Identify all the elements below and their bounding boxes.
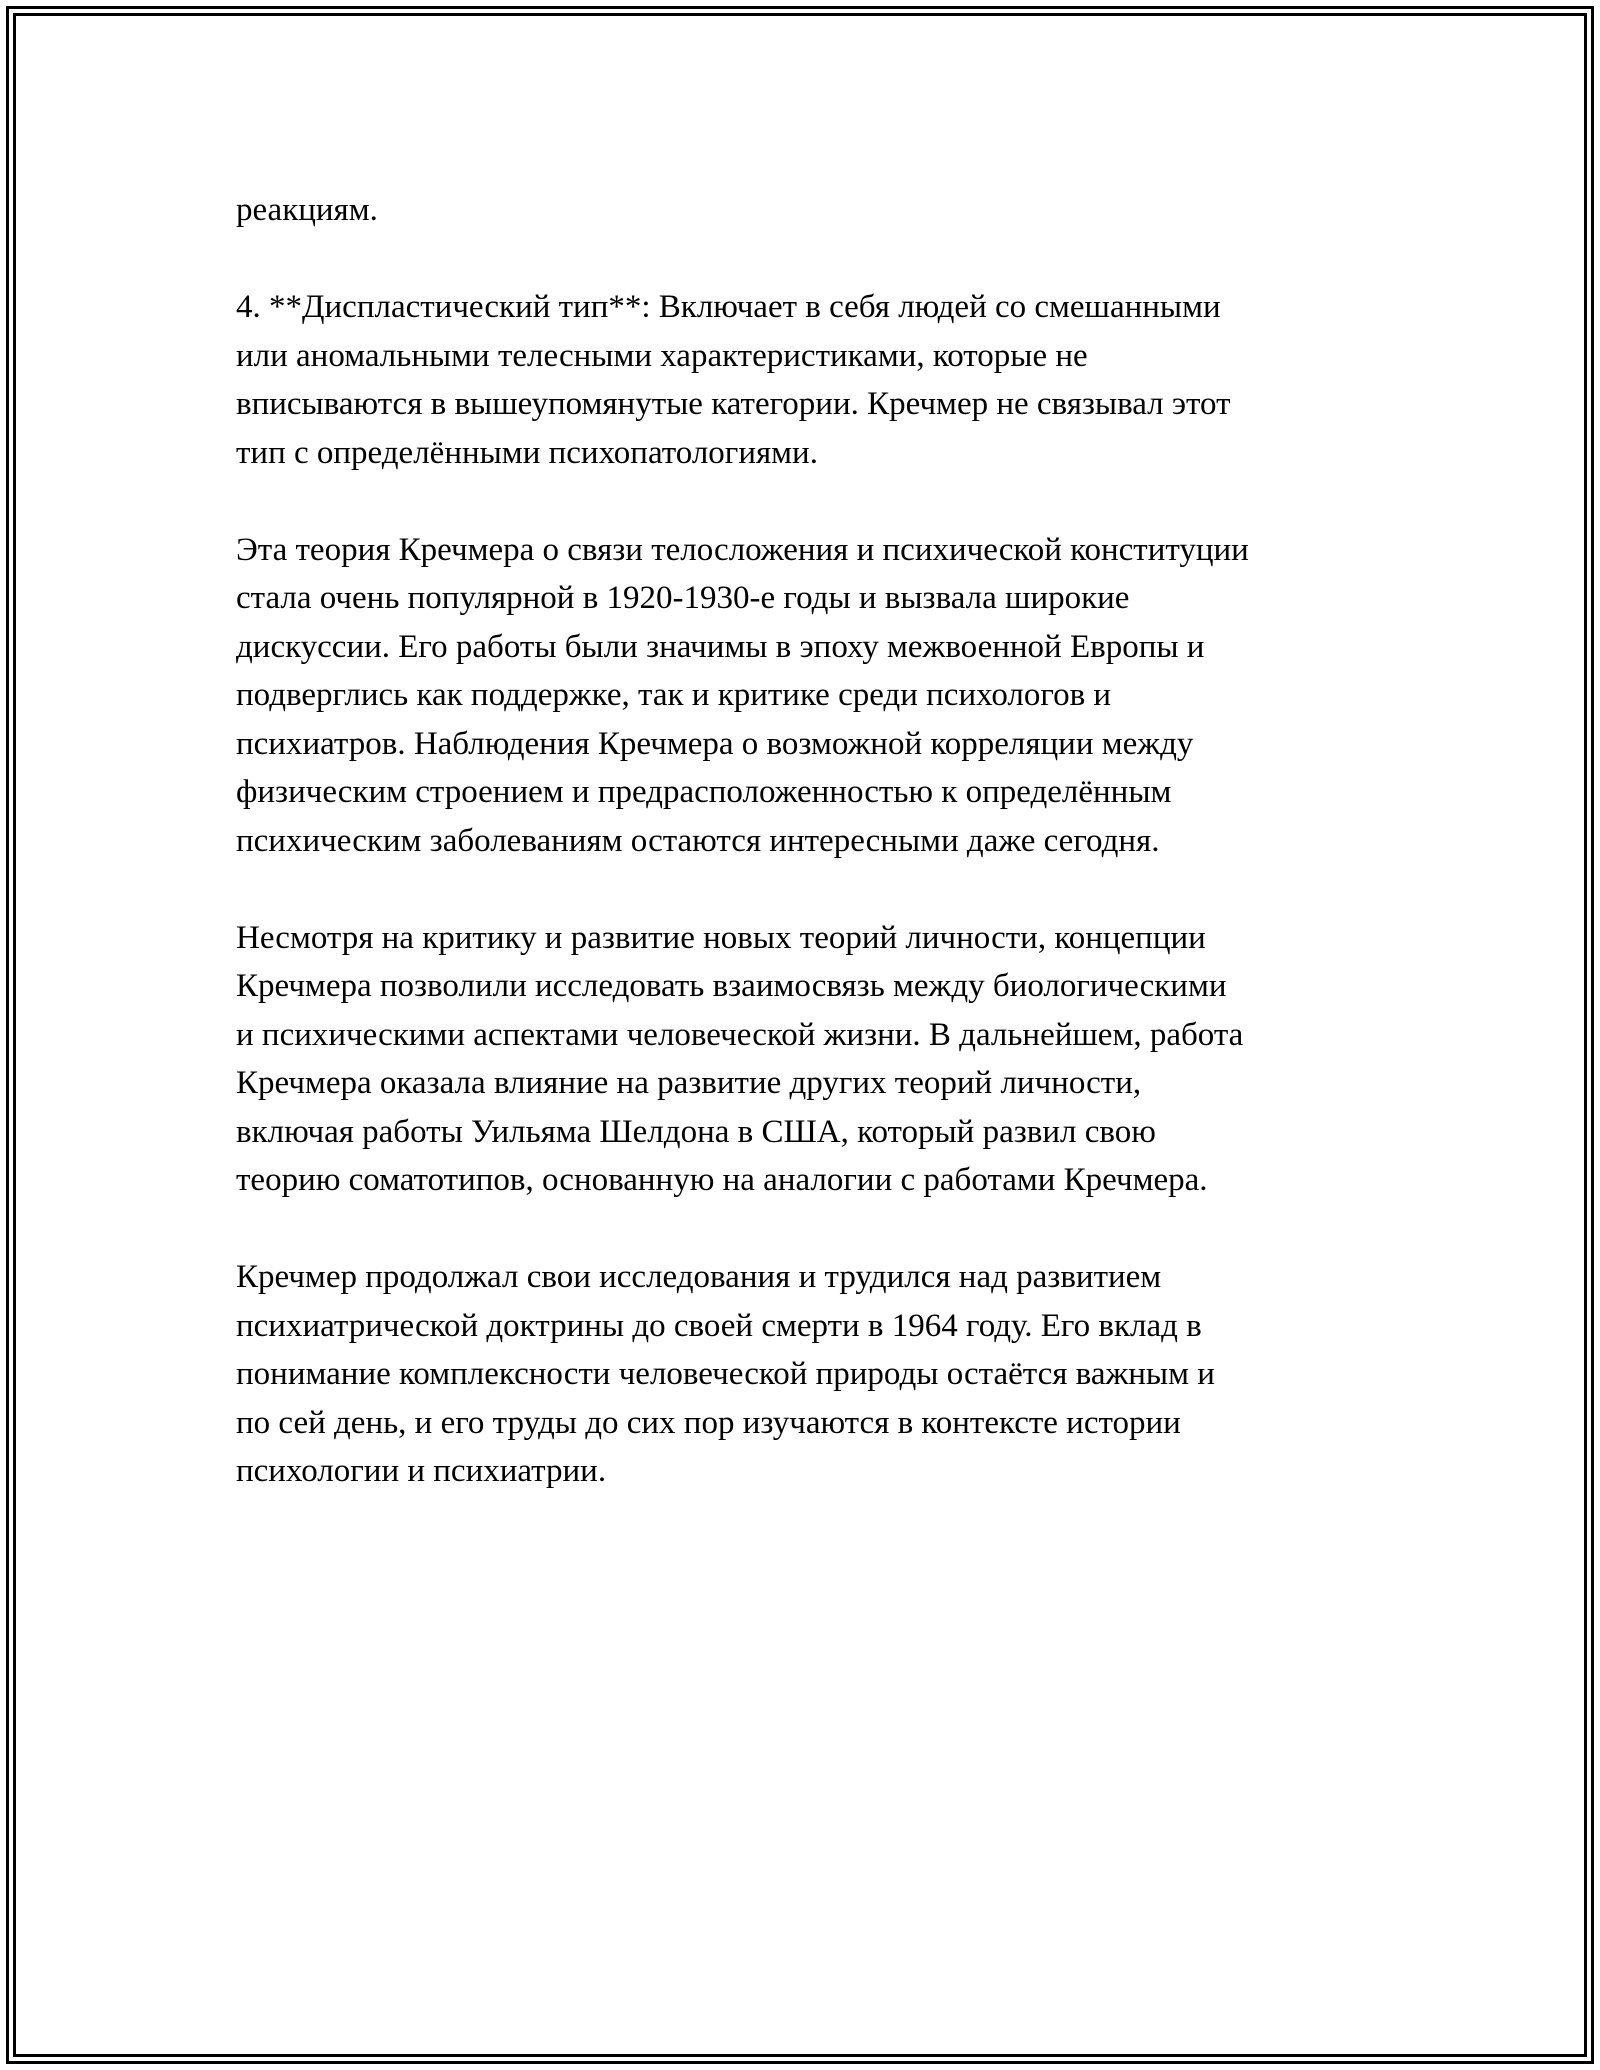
text-line: по сей день, и его труды до сих пор изучаются в контексте истории [236,1404,1181,1441]
paragraph-theory-popularity [236,526,1396,866]
text-line: и психическими аспектами человеческой жизни. В дальнейшем, работа [236,1016,1244,1053]
text-line: понимание комплексности человеческой природы остаётся важным и [236,1356,1215,1392]
text-line: дискуссии. Его работы были значимы в эпоху межвоенной Европы и [236,628,1205,665]
text-line: подверглись как поддержке, так и критике среди психологов и [236,677,1112,713]
text-line: физическим строением и предрасположенностью к определённым [236,774,1172,810]
text-line: реакциям. [236,192,378,228]
text-line: Кречмера оказала влияние на развитие других теорий личности, [236,1065,1142,1101]
paragraph-dysplastic-type [236,283,1396,477]
text-line: Эта теория Кречмера о связи телосложения и психической конституции [236,531,1249,568]
paragraph-legacy [236,1253,1396,1496]
text-line: психиатров. Наблюдения Кречмера о возможной корреляции между [236,725,1194,762]
document-body [236,186,1396,1544]
text-line: или аномальными телесными характеристиками, которые не [236,337,1088,374]
text-line: психиатрической доктрины до своей смерти в 1964 году. Его вклад в [236,1307,1202,1344]
text-line: вписываются в вышеупомянутые категории. Кречмер не связывал этот [236,386,1231,422]
text-line: включая работы Уильяма Шелдона в США, который развил свою [236,1113,1156,1150]
paragraph-continuation [236,186,1396,235]
text-line: Несмотря на критику и развитие новых теорий личности, концепции [236,919,1206,956]
text-line: стала очень популярной в 1920-1930-е годы и вызвала широкие [236,580,1130,616]
text-line: психологии и психиатрии. [236,1453,607,1489]
paragraph-influence [236,914,1396,1205]
text-line: теорию соматотипов, основанную на аналогии с работами Кречмера. [236,1162,1208,1198]
text-line: Кречмер продолжал свои исследования и трудился над развитием [236,1259,1162,1295]
text-line: психическим заболеваниям остаются интересными даже сегодня. [236,822,1160,859]
text-line: тип с определёнными психопатологиями. [236,434,818,471]
text-line: 4. **Диспластический тип**: Включает в себя людей со смешанными [236,289,1221,325]
text-line: Кречмера позволили исследовать взаимосвязь между биологическими [236,968,1227,1004]
